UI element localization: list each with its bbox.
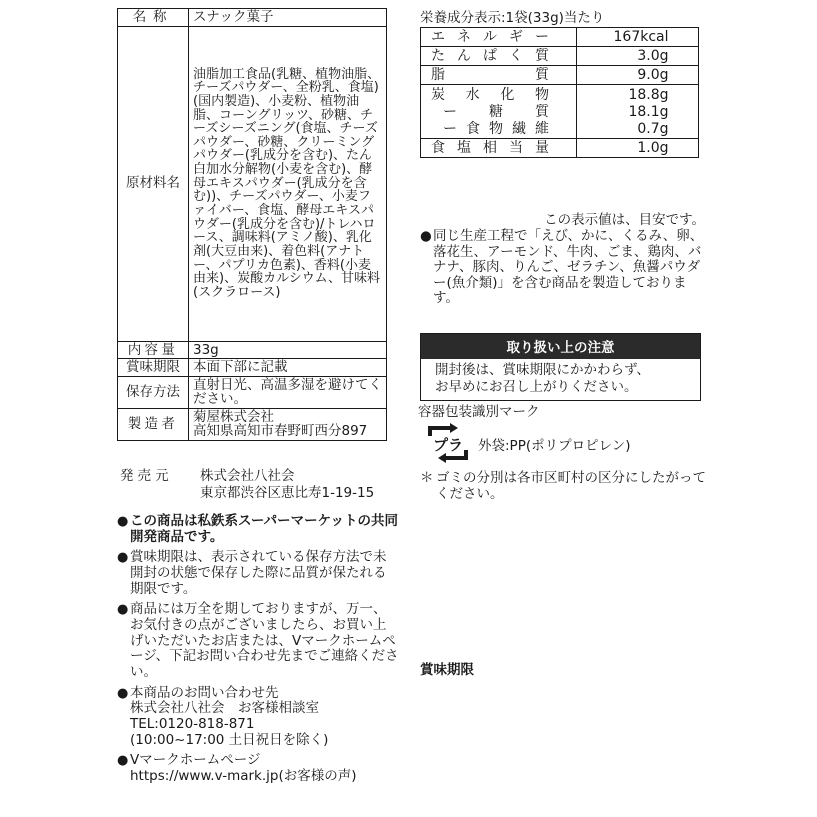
table-row [118, 26, 387, 341]
name-value: スナック菓子 [189, 9, 387, 27]
seller-block [120, 468, 400, 502]
nutrition-table [420, 27, 699, 158]
table-row [421, 139, 699, 158]
best-before-label: 賞味期限 [118, 359, 189, 377]
bullet-icon: ● [117, 685, 129, 701]
seller-label: 発売元 [120, 468, 173, 484]
sugar-label: ー 糖 質 [443, 103, 549, 120]
allergen-note [420, 229, 705, 307]
table-row [421, 28, 699, 47]
table-row [118, 341, 387, 359]
protein-value: 3.0g [637, 48, 669, 65]
list-item: ● 本商品のお問い合わせ先 株式会社八社会 お客様相談室 TEL:0120-818-871 (10:00~17:00 土日祝日を除く) [117, 684, 329, 748]
name-label: 名称 [118, 9, 189, 27]
list-item: ● 商品には万全を期しておりますが、万一、お気付きの点がございましたら、お買い上げいただいたお店または、Vマークホームページ、下記お問い合わせ先までご連絡ください。 [117, 601, 399, 680]
nutrition-title: 栄養成分表示:1袋(33g)当たり [420, 10, 605, 26]
ingredients-table [117, 8, 387, 441]
table-row [421, 85, 699, 139]
seller-address: 東京都渋谷区恵比寿1-19-15 [200, 484, 375, 501]
ingredients-value: 油脂加工食品(乳糖、植物油脂、チーズパウダー、全粉乳、食塩)(国内製造)、小麦粉、植物油脂、コーングリッツ、砂糖、チーズシーズニング(食塩、チーズパウダー、砂糖、クリーミングパウダー(乳成分を含む)、たん白加水分解物(小麦を含む)、酵母エキスパウダー(乳成分を含む))、チーズパウダー、小麦ファイバー、食塩、酵母エキスパウダー(乳成分を含む)/トレハロース、調味料(アミノ酸)、乳化剤(大豆由来)、着色料(アナトー、パプリカ色素)、香料(小麦由来)、炭酸カルシウム、甘味料(スクラロース) [189, 26, 387, 341]
manufacturer-label: 製造者 [118, 408, 189, 440]
carbohydrate-label: 炭 水 化 物 [431, 86, 549, 103]
fiber-label: ー 食 物 繊 維 [443, 120, 549, 137]
seller-name: 株式会社八社会 [200, 468, 295, 484]
handling-title: 取り扱い上の注意 [421, 334, 700, 359]
fat-label: 脂 質 [431, 67, 549, 84]
garbage-text: ゴミの分別は各市区町村の区分にしたがってください。 [436, 470, 706, 503]
recycle-mark-icon [424, 422, 472, 464]
fat-value: 9.0g [637, 67, 669, 84]
manufacturer-value: 菊屋株式会社 高知県高知市春野町西分897 [189, 408, 387, 440]
salt-value: 1.0g [637, 140, 669, 157]
best-before-value: 本面下部に記載 [189, 359, 387, 377]
net-content-label: 内容量 [118, 341, 189, 359]
handling-body: 開封後は、賞味期限にかかわらず、 お早めにお召し上がりください。 [435, 362, 650, 395]
table-row [118, 376, 387, 408]
ingredients-label: 原材料名 [118, 26, 189, 341]
sugar-value: 18.1g [628, 103, 669, 120]
garbage-note [420, 470, 710, 502]
storage-value: 直射日光、高温多湿を避けてください。 [189, 376, 387, 408]
table-row [118, 408, 387, 440]
energy-value: 167kcal [613, 29, 669, 45]
fiber-value: 0.7g [637, 120, 669, 137]
bullet-icon: ● [117, 753, 129, 769]
notes-list [117, 514, 399, 790]
nutrition-disclaimer: この表示値は、目安です。 [544, 212, 705, 228]
net-content-value: 33g [189, 341, 387, 359]
svg-text:プラ: プラ [432, 436, 464, 454]
salt-label: 食 塩 相 当 量 [431, 140, 549, 157]
bullet-icon: ● [117, 514, 129, 529]
handling-box [420, 333, 701, 401]
list-item: ● Vマークホームページ https://www.v-mark.jp(お客様の声) [117, 752, 357, 784]
table-row [421, 47, 699, 66]
energy-label: エ ネ ル ギ ー [431, 29, 549, 45]
bullet-icon: ● [117, 602, 129, 618]
table-row [118, 9, 387, 27]
protein-label: た ん ぱ く 質 [431, 48, 549, 65]
storage-label: 保存方法 [118, 376, 189, 408]
recycle-mark-title: 容器包装識別マーク [418, 404, 540, 420]
best-before-print-area-label: 賞味期限 [420, 662, 474, 678]
allergen-text: 同じ生産工程で「えび、かに、くるみ、卵、落花生、アーモンド、牛肉、ごま、鶏肉、バナナ、豚肉、りんご、ゼラチン、魚醤パウダー(魚介類)」を含む商品を製造しております。 [433, 228, 704, 307]
asterisk-icon: ＊ [420, 470, 434, 486]
table-row [421, 66, 699, 85]
recycle-material: 外袋:PP(ポリプロピレン) [478, 438, 631, 454]
bullet-icon: ● [117, 550, 129, 566]
table-row [118, 359, 387, 377]
carbohydrate-value: 18.8g [628, 86, 669, 103]
bullet-icon: ● [420, 228, 432, 244]
list-item: ● この商品は私鉄系スーパーマーケットの共同開発商品です。 [117, 513, 398, 545]
list-item: ● 賞味期限は、表示されている保存方法で未開封の状態で保存した際に品質が保たれる期限です。 [117, 549, 387, 597]
